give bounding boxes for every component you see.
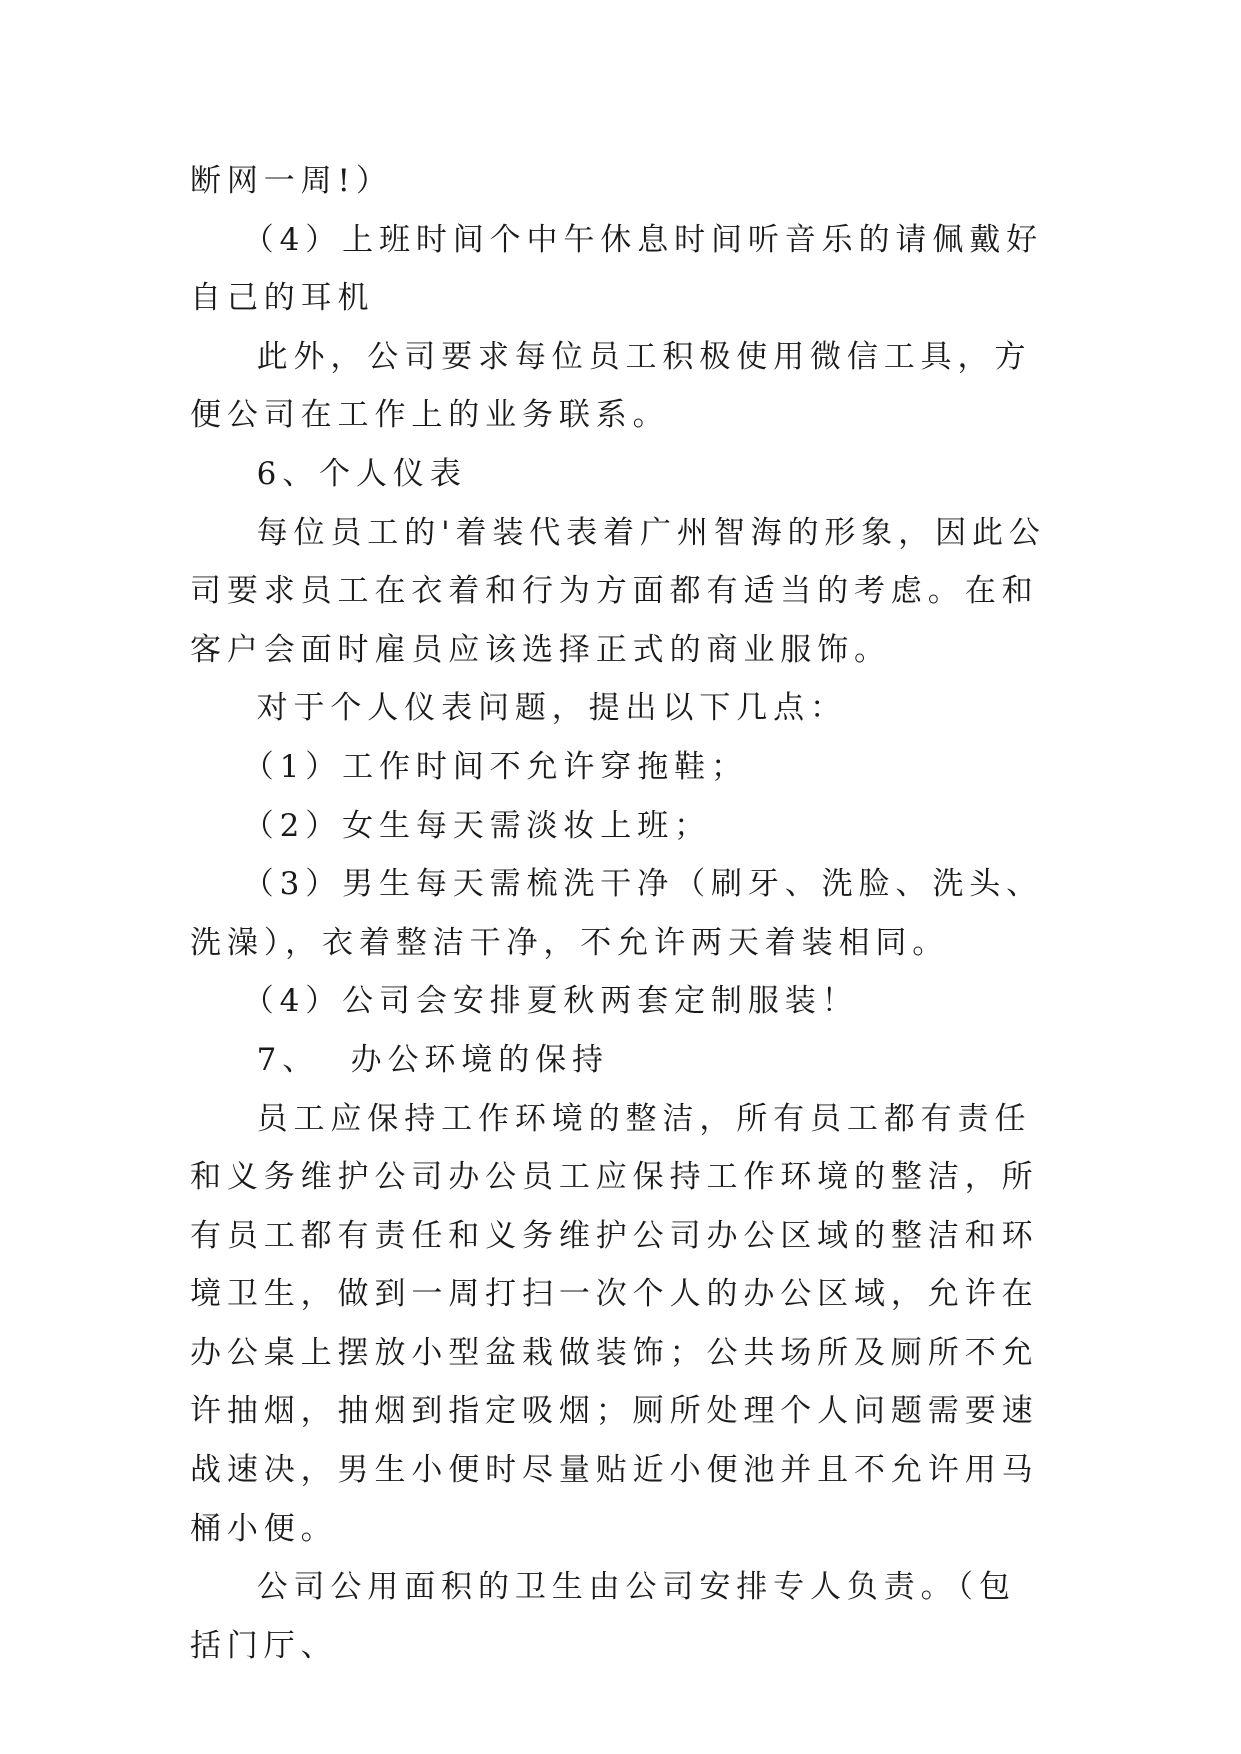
list-item-uniform: （4）公司会安排夏秋两套定制服装！ bbox=[242, 983, 859, 1020]
list-item-no-slippers: （1）工作时间不允许穿拖鞋； bbox=[242, 748, 748, 785]
paragraph-continuation: 断网一周!） bbox=[190, 163, 393, 199]
paragraph-wechat: 此外，公司要求每位员工积极使用微信工具，方便公司在工作上的业务联系。 bbox=[190, 338, 1032, 434]
list-item-grooming: （3）男生每天需梳洗干净（刷牙、洗脸、洗头、洗澡），衣着整洁干净，不允许两天着装相同。 bbox=[190, 866, 1043, 961]
paragraph-appearance-intro: 对于个人仪表问题，提出以下几点： bbox=[256, 690, 847, 727]
section-heading-personal-appearance: 6、个人仪表 bbox=[256, 455, 467, 492]
section-heading-office-environment: 7、 办公环境的保持 bbox=[256, 1041, 609, 1078]
list-item-makeup: （2）女生每天需淡妆上班； bbox=[242, 807, 711, 844]
paragraph-office-cleanliness: 员工应保持工作环境的整洁，所有员工都有责任和义务维护公司办公员工应保持工作环境的整洁，所有员工都有责任和义务维护公司办公区域的整洁和环境卫生，做到一周打扫一次个人的办公区域，允许在办公桌上摆放小型盆栽做装饰；公共场所及厕所不允许抽烟，抽烟到指定吸烟；厕所处理个人问题需要速战速决，男生小便时尽量贴近小便池并且不允许用马桶小便。 bbox=[190, 1100, 1039, 1547]
paragraph-public-area: 公司公用面积的卫生由公司安排专人负责。（包括门厅、 bbox=[190, 1569, 1016, 1664]
paragraph-rule-4: （4）上班时间个中午休息时间听音乐的请佩戴好自己的耳机 bbox=[190, 221, 1043, 317]
document-body bbox=[190, 152, 1050, 1675]
paragraph-dress-code: 每位员工的'着装代表着广州智海的形象，因此公司要求员工在衣着和行为方面都有适当的考虑。在和客户会面时雇员应该选择正式的商业服饰。 bbox=[190, 514, 1046, 668]
